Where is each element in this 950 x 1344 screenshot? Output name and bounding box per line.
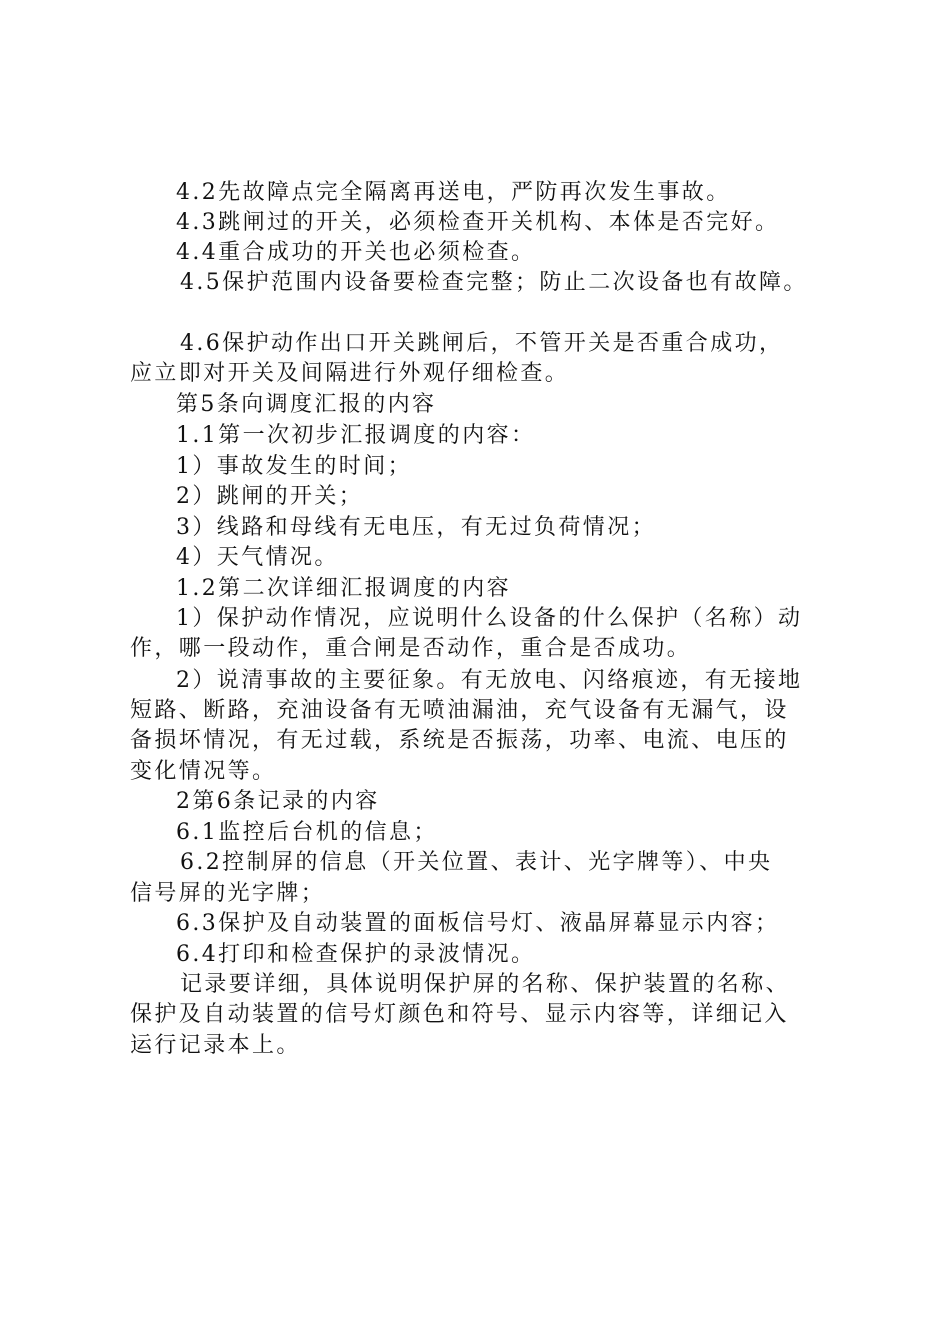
text-line: 1）事故发生的时间； [176,454,412,479]
text-line: 4.3跳闸过的开关，必须检查开关机构、本体是否完好。 [176,210,780,235]
text-line: 6.2控制屏的信息（开关位置、表计、光字牌等）、中央 [180,850,773,875]
text-line: 3）线路和母线有无电压，有无过负荷情况； [176,515,656,540]
text-line: 2）说清事故的主要征象。有无放电、闪络痕迹，有无接地 [176,668,803,693]
text-line: 作，哪一段动作，重合闸是否动作，重合是否成功。 [130,636,692,661]
text-line: 6.4打印和检查保护的录波情况。 [176,942,536,967]
text-line: 4.2先故障点完全隔离再送电，严防再次发生事故。 [176,180,731,205]
text-line: 信号屏的光字牌； [130,881,326,906]
text-line: 4.5保护范围内设备要检查完整；防止二次设备也有故障。 [180,270,808,295]
text-line: 短路、断路，充油设备有无喷油漏油，充气设备有无漏气，设 [130,698,789,723]
text-line: 6.3保护及自动装置的面板信号灯、液晶屏幕显示内容； [176,911,780,936]
text-line: 应立即对开关及间隔进行外观仔细检查。 [130,361,570,386]
text-line: 2）跳闸的开关； [176,484,364,509]
text-line: 1.2第二次详细汇报调度的内容 [176,576,511,601]
text-line: 1）保护动作情况，应说明什么设备的什么保护（名称）动 [176,606,803,631]
text-line: 4）天气情况。 [176,545,339,570]
text-line: 运行记录本上。 [130,1033,301,1058]
text-line: 6.1监控后台机的信息； [176,820,438,845]
text-line: 保护及自动装置的信号灯颜色和符号、显示内容等，详细记入 [130,1002,789,1027]
text-line: 备损坏情况，有无过载，系统是否振荡，功率、电流、电压的 [130,728,789,753]
section-heading: 第5条向调度汇报的内容 [176,392,437,417]
text-line: 4.4重合成功的开关也必须检查。 [176,240,536,265]
text-line: 变化情况等。 [130,759,277,784]
section-heading: 2第6条记录的内容 [176,789,380,814]
text-line: 1.1第一次初步汇报调度的内容： [176,423,536,448]
text-line: 记录要详细，具体说明保护屏的名称、保护装置的名称、 [180,972,791,997]
text-line: 4.6保护动作出口开关跳闸后，不管开关是否重合成功， [180,331,784,356]
